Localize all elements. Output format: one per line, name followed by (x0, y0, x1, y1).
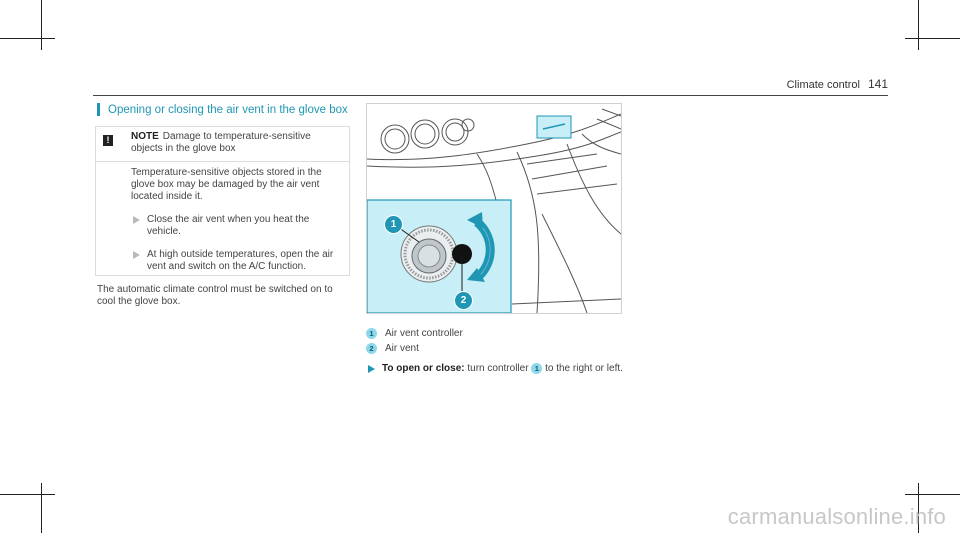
note-header (96, 127, 349, 162)
crop-mark (905, 494, 960, 495)
crop-mark (0, 494, 55, 495)
page-number: 141 (867, 77, 888, 91)
figure-callout-2: 2 (454, 291, 473, 310)
crop-mark (0, 38, 55, 39)
page-header (787, 77, 888, 91)
action-text-after: to the right or left. (545, 363, 623, 374)
section-title-text: Opening or closing the air vent in the glove box (108, 103, 348, 116)
note-body-text: Temperature-sensitive objects stored in the glove box may be damaged by the air vent located inside it. (131, 167, 322, 202)
action-ref-number: 1 (531, 363, 542, 374)
crop-mark (41, 483, 42, 533)
section-title (97, 103, 348, 116)
figure-glove-box-vent (366, 103, 622, 314)
crop-mark (41, 0, 42, 50)
legend-item (366, 326, 463, 341)
note-box (95, 126, 350, 276)
figure-legend (366, 326, 463, 356)
note-title (131, 131, 341, 155)
legend-label: Air vent controller (385, 328, 463, 339)
action-label: To open or close: (382, 363, 465, 374)
header-section: Climate control (786, 79, 860, 91)
section-marker (97, 103, 100, 116)
warning-icon: ! (103, 135, 113, 146)
legend-item (366, 341, 463, 356)
crop-mark (905, 38, 960, 39)
legend-number: 2 (366, 343, 377, 354)
note-label: NOTE (131, 131, 159, 142)
info-paragraph: The automatic climate control must be switched on to cool the glove box. (97, 284, 333, 307)
legend-number: 1 (366, 328, 377, 339)
note-title-text: Damage to temperature-sensitive objects in the glove box (131, 131, 311, 154)
action-text-before: turn controller (467, 363, 529, 374)
watermark: carmanualsonline.info (727, 504, 946, 529)
figure-illustration (367, 104, 621, 313)
header-rule (93, 95, 888, 96)
note-step: Close the air vent when you heat the vehicle. (131, 214, 341, 238)
legend-label: Air vent (385, 343, 419, 354)
action-step (366, 363, 632, 375)
figure-callout-1: 1 (384, 215, 403, 234)
note-body (131, 167, 341, 273)
crop-mark (918, 0, 919, 50)
note-step: At high outside temperatures, open the air vent and switch on the A/C function. (131, 249, 341, 273)
